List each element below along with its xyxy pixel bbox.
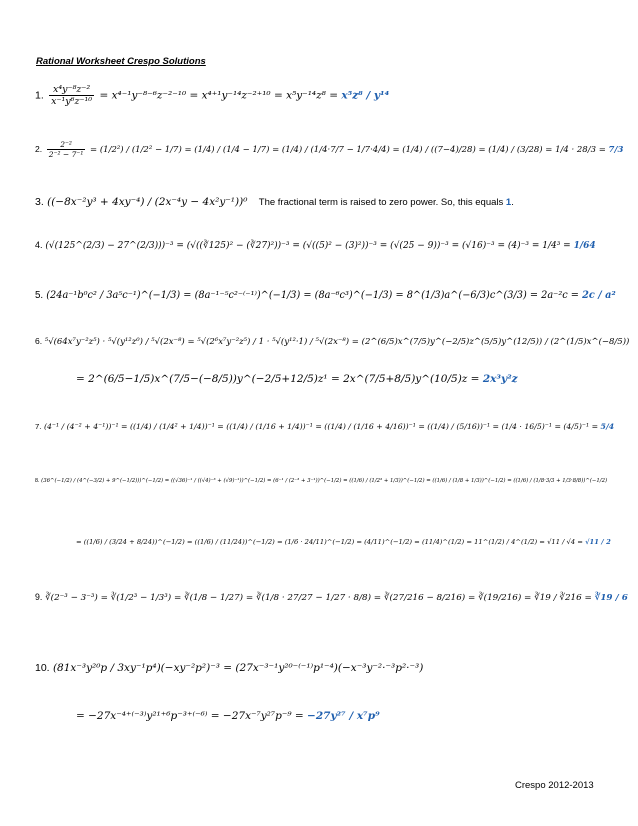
problem-answer: 1: [505, 197, 512, 208]
problem-answer: √11 / 2: [585, 538, 611, 546]
problem-work: ∛(2⁻³ − 3⁻³) = ∛(1/2³ − 1/3³) = ∛(1/8 − 1/27) = ∛(1/8 · 27/27 − 1/27 · 8/8) = ∛(27/216 − 8/216) = ∛(19/216) = ∛19 / ∛216 =: [45, 593, 595, 603]
problem-work: ((−8x⁻²y³ + 4xy⁻⁴) / (2x⁻⁴y − 4x²y⁻¹))⁰: [47, 196, 248, 208]
problem-answer: −27y²⁷ / x⁷p⁹: [307, 710, 380, 722]
problem-3: 3. ((−8x⁻²y³ + 4xy⁻⁴) / (2x⁻⁴y − 4x²y⁻¹))⁰ The fractional term is raised to zero power. So, this equals 1.: [35, 196, 514, 208]
problem-work: (√(125^(2/3) − 27^(2/3)))⁻³ = (√((∛125)² − (∛27)²))⁻³ = (√((5)² − (3)²))⁻³ = (√(25 − 9))⁻³ = (√16)⁻³ = (4)⁻³ = 1/4³ =: [45, 241, 574, 251]
problem-work: = 2^(6/5−1/5)x^(7/5−(−8/5))y^(−2/5+12/5)z¹ = 2x^(7/5+8/5)y^(10/5)z =: [76, 373, 483, 385]
page-title: Rational Worksheet Crespo Solutions: [36, 56, 206, 67]
problem-number: 10.: [35, 662, 50, 674]
problem-fraction: $\frac{\text{x⁴y⁻⁸z⁻²}}{\text{x⁻¹y⁶z⁻¹⁰}}$: [51, 84, 93, 107]
problem-8-continued: [76, 538, 611, 546]
problem-number: 3.: [35, 196, 44, 208]
problem-number: 2.: [35, 144, 43, 154]
footer-credit: Crespo 2012-2013: [515, 780, 594, 791]
problem-number: 7.: [35, 422, 42, 431]
problem-number: 8.: [35, 478, 40, 484]
problem-work: = x⁴⁻¹y⁻⁸⁻⁶z⁻²⁻¹⁰ = x⁴⁺¹y⁻¹⁴z⁻²⁺¹⁰ = x⁵y⁻¹⁴z⁸ =: [99, 89, 342, 102]
problem-2: [35, 140, 623, 159]
problem-work: = ((1/6) / (3/24 + 8/24))^(−1/2) = ((1/6) / (11/24))^(−1/2) = (1/6 · 24/11)^(−1/2) = (4/11)^(−1/2) = (11/4)^(1/2) = 11^(1/2) / 4^(1/2) = √11 / √4 =: [76, 538, 586, 546]
problem-work: (36^(−1/2) / (4^(−3/2) + 9^(−1/2)))^(−1/2) = ((√36)⁻¹ / ((√4)⁻³ + (√9)⁻¹))^(−1/2) = (6⁻¹ / (2⁻³ + 3⁻¹))^(−1/2) = ((1/6) / (1/2³ + 1/3))^(−1/2) = ((1/6) / (1/8 + 1/3))^(−1/2) = ((1/6) / (1/8·3/3 + 1/3·8/8))^(−1/2): [41, 478, 608, 484]
problem-10-continued: [76, 710, 380, 722]
problem-answer: ∛19 / 6: [594, 593, 628, 603]
problem-4: [35, 240, 596, 251]
problem-work: (24a⁻¹b⁰c² / 3a⁵c⁻¹)^(−1/3) = (8a⁻¹⁻⁵c²⁻⁽⁻¹⁾)^(−1/3) = (8a⁻⁶c³)^(−1/3) = 8^(1/3)a^(−6/3)c^(3/3) = 2a⁻²c =: [46, 290, 583, 301]
problem-note: The fractional term is raised to zero power. So, this equals: [258, 197, 506, 208]
problem-work: (4⁻¹ / (4⁻² + 4⁻¹))⁻¹ = ((1/4) / (1/4² + 1/4))⁻¹ = ((1/4) / (1/16 + 1/4))⁻¹ = ((1/4) / (1/16 + 4/16))⁻¹ = ((1/4) / (5/16))⁻¹ = (1/4 · 16/5)⁻¹ = (4/5)⁻¹ =: [43, 422, 601, 431]
problem-number: 4.: [35, 240, 43, 250]
problem-number: 9.: [35, 592, 43, 602]
problem-number: 6.: [35, 336, 43, 346]
problem-answer: 7/3: [608, 145, 624, 155]
problem-answer: 1/64: [573, 241, 596, 251]
problem-answer: 2x³y²z: [482, 373, 518, 385]
problem-work: ⁵√(64x⁷y⁻²z⁵) · ⁵√(y¹²z⁰) / ⁵√(2x⁻⁸) = ⁵√(2⁶x⁷y⁻²z⁵) / 1 · ⁵√(y¹²·1) / ⁵√(2x⁻⁸) = (2^(6/5)x^(7/5)y^(−2/5)z^(5/5)y^(12/5)) / (2^(1/5)x^(−8/5)): [44, 337, 630, 347]
problem-7: [35, 422, 614, 431]
problem-number: 1.: [35, 89, 44, 102]
problem-work: (81x⁻³y²⁰p / 3xy⁻¹p⁴)(−xy⁻²p²)⁻³ = (27x⁻³⁻¹y²⁰⁻⁽⁻¹⁾p¹⁻⁴)(−x⁻³y⁻²·⁻³p²·⁻³): [52, 662, 424, 674]
problem-answer: 2c / a²: [582, 290, 616, 301]
problem-5: [35, 290, 616, 301]
problem-9: [35, 592, 628, 603]
problem-answer: x⁵z⁸ / y¹⁴: [341, 89, 390, 102]
problem-work: = (1/2²) / (1/2² − 1/7) = (1/4) / (1/4 − 1/7) = (1/4) / (1/4·7/7 − 1/7·4/4) = (1/4) / ((7−4)/28) = (1/4) / (3/28) = 1/4 · 28/3 =: [90, 145, 609, 155]
problem-answer: 5/4: [600, 422, 615, 431]
problem-number: 5.: [35, 290, 44, 301]
problem-6-continued: [76, 373, 518, 385]
problem-fraction: $\frac{\text{2⁻²}}{\text{2⁻² − 7⁻¹}}$: [48, 140, 84, 159]
problem-1: [35, 84, 389, 107]
problem-6: [35, 336, 629, 347]
problem-8: [35, 478, 607, 484]
problem-work: = −27x⁻⁴⁺⁽⁻³⁾y²¹⁺⁶p⁻³⁺⁽⁻⁶⁾ = −27x⁻⁷y²⁷p⁻⁹ =: [76, 710, 308, 722]
problem-10: [35, 662, 423, 674]
